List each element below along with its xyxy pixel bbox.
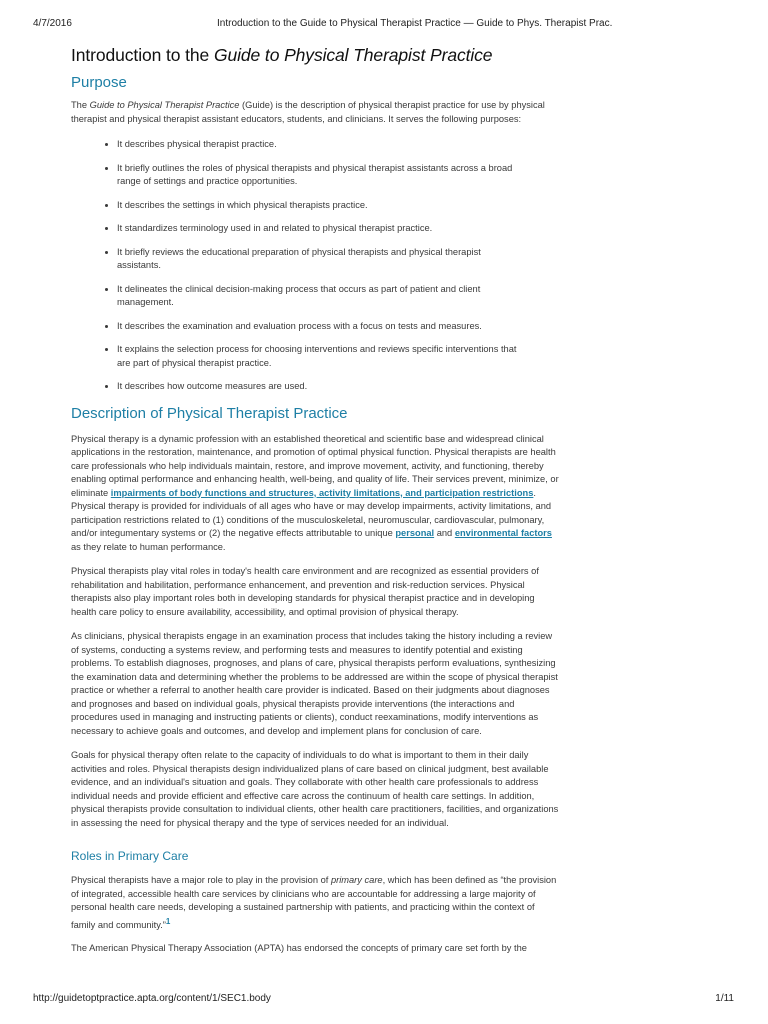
intro-pre: The [71,100,90,110]
page-number: 1/11 [715,993,734,1004]
list-item: • It standardizes terminology used in and related to physical therapist practice. [117,222,527,236]
title-prefix: Introduction to the [71,45,214,65]
intro-italic: Guide to Physical Therapist Practice [89,100,240,110]
primary-care-paragraph-1 [71,874,561,932]
title-italic: Guide to Physical Therapist Practice [213,45,493,65]
print-date: 4/7/2016 [33,18,72,29]
impairments-link[interactable]: impairments of body functions and structures, activity limitations, and participation restrictions [110,487,534,498]
article [71,44,561,956]
primary-care-paragraph-2: The American Physical Therapy Association (APTA) has endorsed the concepts of primary care set forth by the [71,943,527,954]
list-item: • It describes the settings in which physical therapists practice. [117,199,527,213]
list-item: • It describes physical therapist practice. [117,138,527,152]
primary-text: , which has been defined as “the provision of integrated, accessible health care services by clinicians who are accountable for addressing a large majority of personal health care needs, developing a sustained partnership with patients, and practicing within the context of family and community.” [71,875,557,930]
primary-text: Physical therapists have a major role to play in the provision of [71,875,331,885]
primary-care-term: primary care [330,875,383,885]
description-paragraph-1 [71,433,561,555]
page-title [71,44,561,66]
desc-text: . Physical therapy is provided for individuals of all ages who have or may develop impairments, activity limitations, and participation restrictions related to (1) conditions of the musculoskeletal, neuromuscular, cardiovascular, pulmonary, and/or integumentary systems or (2) the negative effects attributable to unique [71,487,552,538]
purpose-heading: Purpose [71,74,127,91]
reference-link[interactable]: 1 [165,916,171,926]
purpose-list [71,138,527,394]
description-paragraph-2: Physical therapists play vital roles in today's health care environment and are recognized as essential providers of rehabilitation and habilitation, performance enhancement, and prevention and risk-reduction services. Physical therapists also play important roles both in developing standards for physical therapist practice and in developing health care policy to ensure availability, accessibility, and optimal provision of physical therapy. [71,566,539,617]
list-item: • It delineates the clinical decision-making process that occurs as part of patient and client management. [117,283,527,310]
primary-care-heading: Roles in Primary Care [71,849,189,863]
list-item: • It briefly reviews the educational preparation of physical therapists and physical therapist assistants. [117,246,527,273]
desc-text: as they relate to human performance. [71,541,226,552]
print-url: http://guidetoptpractice.apta.org/content/1/SEC1.body [33,993,271,1004]
description-paragraph-4: Goals for physical therapy often relate to the capacity of individuals to do what is important to them in their daily activities and roles. Physical therapists design individualized plans of care based on clinical judgment, best available evidence, and an individual's situation and goals. They collaborate with other health care professionals to address individual needs and provide efficient and effective care across the continuum of health care settings. In addition, physical therapists provide consultation to individual clients, other health care practitioners, facilities, and organizations in assessing the need for physical therapy and the type of services needed for an individual. [71,750,559,828]
list-item: • It briefly outlines the roles of physical therapists and physical therapist assistants across a broad range of settings and practice opportunities. [117,162,527,189]
purpose-intro [71,99,561,126]
print-page-title: Introduction to the Guide to Physical Therapist Practice — Guide to Phys. Therapist Prac. [217,18,613,29]
personal-link[interactable]: personal [395,528,435,538]
description-heading: Description of Physical Therapist Practice [71,404,348,422]
description-paragraph-3: As clinicians, physical therapists engage in an examination process that includes taking the history including a review of systems, conducting a systems review, and performing tests and measures to identify potential and existing problems. To establish diagnoses, prognoses, and plans of care, physical therapists perform evaluations, synthesizing the examination data and determining whether the problems to be addressed are within the scope of physical therapist practice or whether a referral to another health care provider is indicated. Based on their judgments about diagnoses and prognoses and based on individual goals, physical therapists provide interventions (the interactions and procedures used in managing and instructing patients or clients), conduct reexaminations, modify interventions as necessary to achieve goals and outcomes, and develop and implement plans for conclusion of care. [71,631,558,736]
list-item: • It describes the examination and evaluation process with a focus on tests and measures. [117,320,527,334]
desc-text: Physical therapy is a dynamic profession with an established theoretical and scientific base and widespread clinical applications in the restoration, maintenance, and promotion of optimal physical function. Physical therapists are health care professionals who help individuals maintain, restore, and improve movement, activity, and functioning, thereby enabling optimal performance and enhancing health, well-being, and quality of life. Their services prevent, minimize, or eliminate [71,433,559,498]
desc-text: and [434,528,455,538]
list-item: • It explains the selection process for choosing interventions and reviews specific interventions that are part of physical therapist practice. [117,343,527,370]
intro-post: (Guide) is the description of physical therapist practice for use by physical therapist and physical therapist assistant educators, students, and clinicians. It serves the following purposes: [71,100,545,124]
environmental-factors-link[interactable]: environmental factors [454,528,552,538]
list-item: • It describes how outcome measures are used. [117,380,527,394]
